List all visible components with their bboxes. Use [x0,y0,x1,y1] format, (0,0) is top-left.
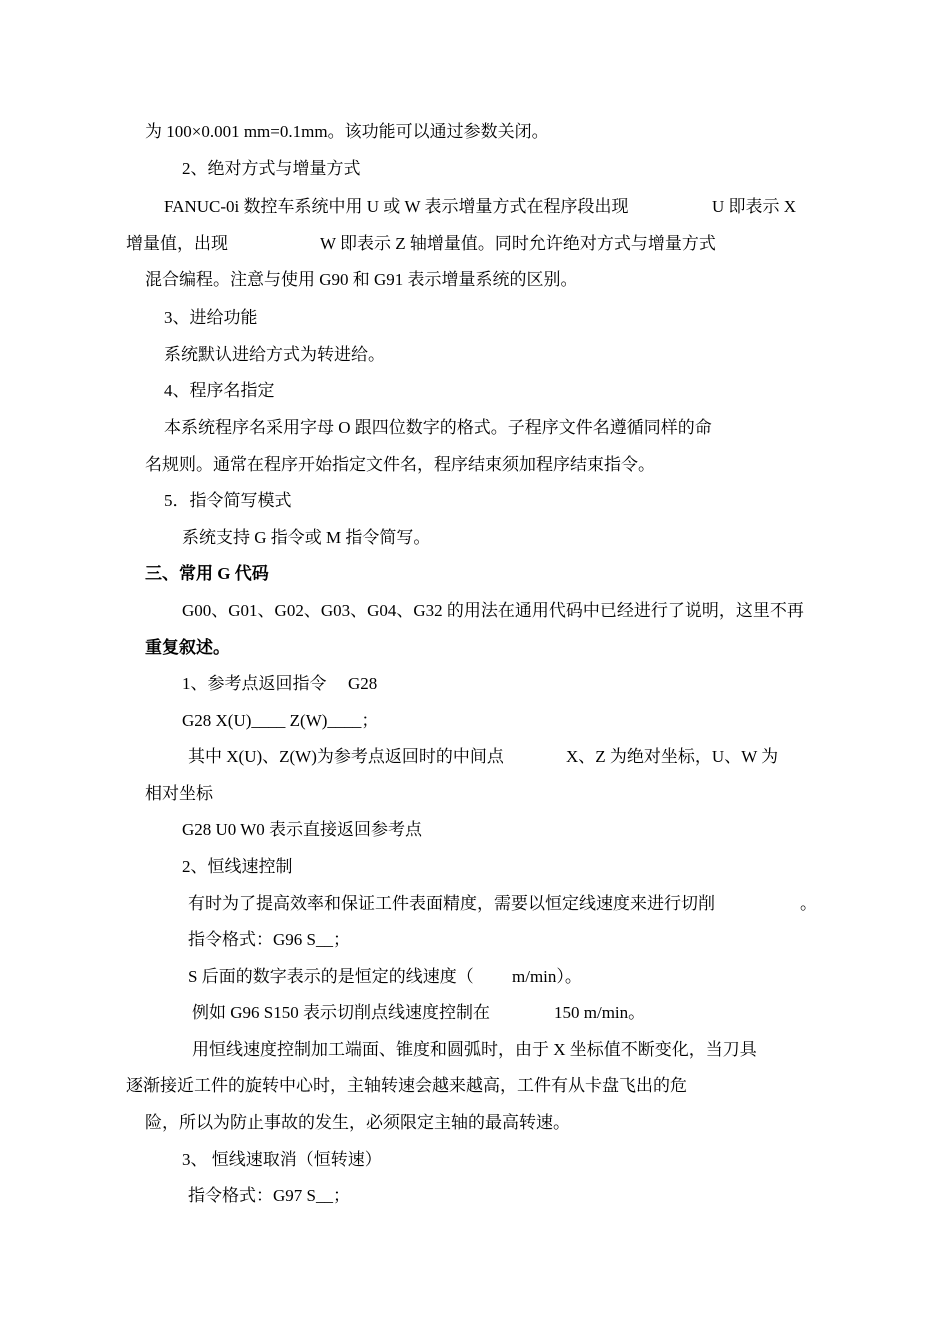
text-segment: 1、参考点返回指令 [182,674,327,693]
section-heading: 5．指令简写模式 [164,491,292,510]
section-heading: 2、绝对方式与增量方式 [182,159,361,178]
text-segment: 例如 G96 S150 表示切削点线速度控制在 [192,1003,490,1022]
code-line: G28 U0 W0 表示直接返回参考点 [182,820,423,839]
text-segment: m/min）。 [512,967,582,986]
text-segment: X、Z 为绝对坐标，U、W 为 [566,747,779,766]
text-segment: FANUC-0i 数控车系统中用 U 或 W 表示增量方式在程序段出现 [164,197,629,216]
section-heading: 3、进给功能 [164,308,258,327]
text-line: 逐渐接近工件的旋转中心时，主轴转速会越来越高，工件有从卡盘飞出的危 [126,1076,687,1095]
text-line: 系统支持 G 指令或 M 指令简写。 [182,528,431,547]
text-line: 名规则。通常在程序开始指定文件名，程序结束须加程序结束指令。 [145,455,655,474]
text-segment: 有时为了提高效率和保证工件表面精度，需要以恒定线速度来进行切削 [188,894,715,913]
text-line: 混合编程。注意与使用 G90 和 G91 表示增量系统的区别。 [145,270,578,289]
text-segment: G28 [348,674,378,693]
text-segment: S 后面的数字表示的是恒定的线速度（ [188,967,474,986]
text-line: 相对坐标 [145,784,213,803]
code-line: G28 X(U)____ Z(W)____； [182,711,379,730]
text-line: 系统默认进给方式为转进给。 [164,345,385,364]
text-line: 重复叙述。 [145,638,230,657]
text-segment: 增量值，出现 [126,234,228,253]
text-segment: W 即表示 Z 轴增量值。同时允许绝对方式与增量方式 [320,234,716,253]
text-line: 为 100×0.001 mm=0.1mm。该功能可以通过参数关闭。 [145,122,549,141]
text-line: 本系统程序名采用字母 O 跟四位数字的格式。子程序文件名遵循同样的命 [164,418,712,437]
text-line: 险，所以为防止事故的发生，必须限定主轴的最高转速。 [145,1113,570,1132]
code-line: 指令格式：G97 S__； [188,1186,350,1205]
text-segment: 其中 X(U)、Z(W)为参考点返回时的中间点 [188,747,504,766]
text-segment: 150 m/min。 [554,1003,646,1022]
chapter-heading: 三、常用 G 代码 [145,564,269,583]
section-heading: 2、恒线速控制 [182,857,293,876]
section-heading: 3、 恒线速取消（恒转速） [182,1150,382,1169]
code-line: 指令格式：G96 S__； [188,930,350,949]
text-line: G00、G01、G02、G03、G04、G32 的用法在通用代码中已经进行了说明，这里不再 [182,601,804,620]
section-heading: 4、程序名指定 [164,381,275,400]
text-line: 用恒线速度控制加工端面、锥度和圆弧时，由于 X 坐标值不断变化，当刀具 [192,1040,757,1059]
text-segment: 。 [800,894,817,913]
text-segment: U 即表示 X [712,197,797,216]
